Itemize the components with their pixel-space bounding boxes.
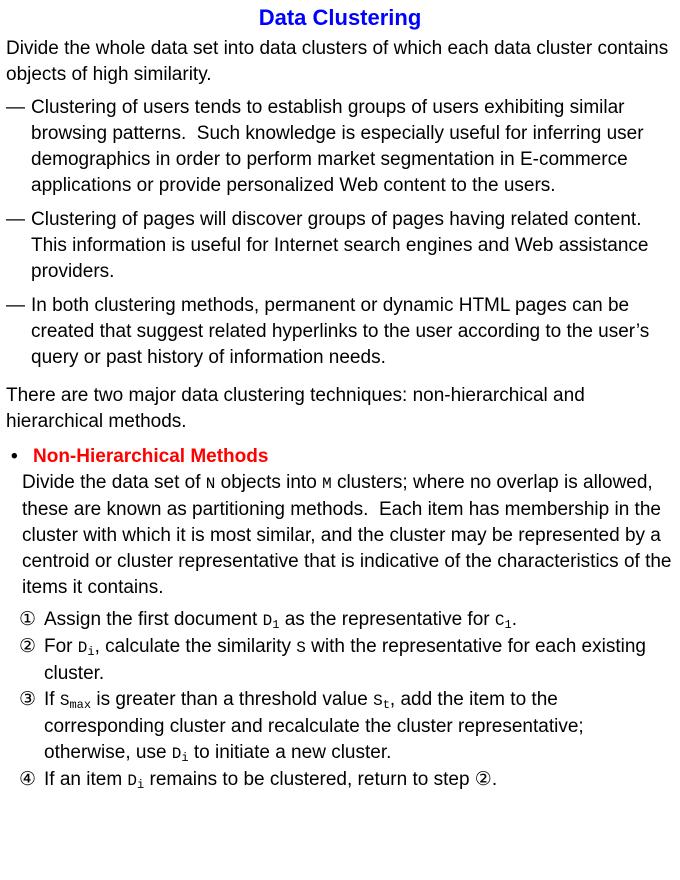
code-symbol: $D_i$ xyxy=(127,772,145,792)
step-number-icon: ② xyxy=(19,636,37,657)
dash-icon: — xyxy=(6,295,25,316)
dash-bullet-item xyxy=(6,293,674,371)
dash-bullet-text: Clustering of users tends to establish groups of users exhibiting similar browsing patterns. Such knowledge is especially useful for inferring user demographics in order to perform market segmentation in E-commerce applications or provide personalized Web content to the users. xyxy=(31,97,644,196)
step-item xyxy=(19,767,674,794)
dash-bullet-item xyxy=(6,207,674,285)
dash-bullet-item xyxy=(6,95,674,199)
code-symbol: $S_t$ xyxy=(373,692,390,712)
step-text: If $S_{max}$ is greater than a threshold value $S_t$, add the item to the corresponding cluster and recalculate the cluster representative; otherwise, use $D_i$ to initiate a new cluster. xyxy=(44,689,584,765)
dash-bullet-list xyxy=(6,95,674,371)
code-symbol: $D_i$ xyxy=(171,745,189,765)
intro-paragraph: Divide the whole data set into data clusters of which each data cluster contains objects of high similarity. xyxy=(6,38,669,85)
dash-bullet-text: Clustering of pages will discover groups of pages having related content. This information is useful for Internet search engines and Web assistance providers. xyxy=(31,209,649,282)
bullet-icon: • xyxy=(11,446,18,467)
step-text: Assign the first document $D_1$ as the representative for $C_1$. xyxy=(44,609,517,632)
section-body-paragraph: Divide the data set of N objects into M clusters; where no overlap is allowed, these are known as partitioning methods. Each item has membership in the cluster with which it is most similar, and the cluster may be represented by a centroid or cluster representative that is indicative of the characteristics of the items it contains. xyxy=(22,472,672,598)
code-symbol: S xyxy=(296,639,306,657)
code-symbol: $S_{max}$ xyxy=(59,692,92,712)
step-number-icon: ③ xyxy=(19,689,37,710)
step-item xyxy=(19,634,674,687)
step-item xyxy=(19,687,674,767)
techniques-paragraph: There are two major data clustering techniques: non-hierarchical and hierarchical methods. xyxy=(6,385,585,432)
section-heading-row xyxy=(6,444,674,470)
code-symbol: $D_1$ xyxy=(262,612,280,632)
code-symbol: M xyxy=(322,475,332,493)
code-symbol: $C_1$ xyxy=(494,612,512,632)
code-symbol: N xyxy=(205,475,216,493)
dash-icon: — xyxy=(6,209,25,230)
steps-list xyxy=(6,607,674,794)
dash-bullet-text: In both clustering methods, permanent or dynamic HTML pages can be created that suggest related hyperlinks to the user according to the user’s query or past history of information needs. xyxy=(31,295,650,368)
dash-icon: — xyxy=(6,97,25,118)
section-heading: Non-Hierarchical Methods xyxy=(33,446,269,467)
page-title: Data Clustering xyxy=(258,5,422,30)
step-number-icon: ① xyxy=(19,609,37,630)
step-text: If an item $D_i$ remains to be clustered, return to step ②. xyxy=(44,769,498,792)
step-text: For $D_i$, calculate the similarity S with the representative for each existing cluster. xyxy=(44,636,646,684)
code-symbol: $D_i$ xyxy=(77,639,95,659)
step-item xyxy=(19,607,674,634)
step-number-icon: ④ xyxy=(19,769,37,790)
